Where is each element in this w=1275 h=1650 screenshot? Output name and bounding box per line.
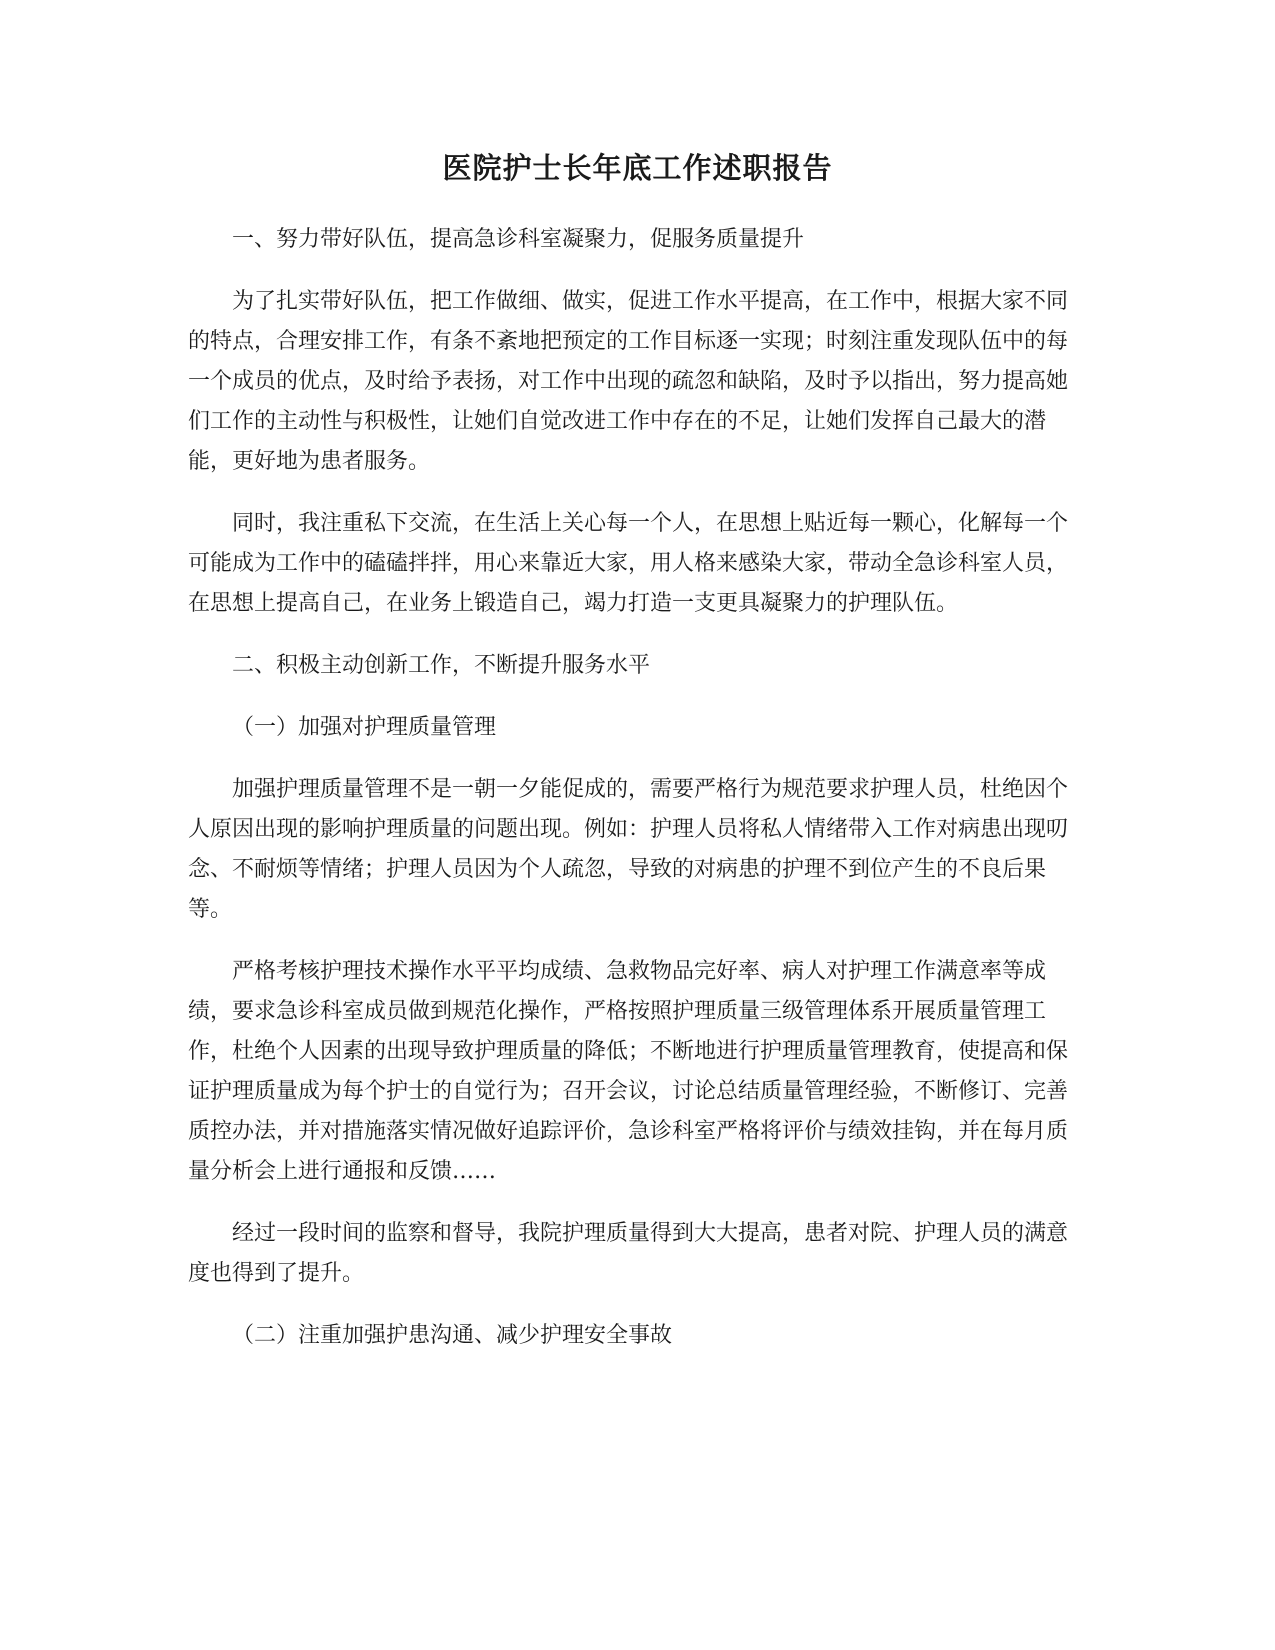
- paragraph-1: 为了扎实带好队伍，把工作做细、做实，促进工作水平提高，在工作中，根据大家不同的特点，合理安排工作，有条不紊地把预定的工作目标逐一实现；时刻注重发现队伍中的每一个成员的优点，及时给予表扬，对工作中出现的疏忽和缺陷，及时予以指出，努力提高她们工作的主动性与积极性，让她们自觉改进工作中存在的不足，让她们发挥自己最大的潜能，更好地为患者服务。: [188, 289, 1069, 474]
- paragraph-3: 加强护理质量管理不是一朝一夕能促成的，需要严格行为规范要求护理人员，杜绝因个人原因出现的影响护理质量的问题出现。例如：护理人员将私人情绪带入工作对病患出现叨念、不耐烦等情绪；护理人员因为个人疏忽，导致的对病患的护理不到位产生的不良后果等。: [188, 777, 1069, 922]
- paragraph-4: 严格考核护理技术操作水平平均成绩、急救物品完好率、病人对护理工作满意率等成绩，要求急诊科室成员做到规范化操作，严格按照护理质量三级管理体系开展质量管理工作，杜绝个人因素的出现导致护理质量的降低；不断地进行护理质量管理教育，使提高和保证护理质量成为每个护士的自觉行为；召开会议，讨论总结质量管理经验，不断修订、完善质控办法，并对措施落实情况做好追踪评价，急诊科室严格将评价与绩效挂钩，并在每月质量分析会上进行通报和反馈……: [188, 959, 1069, 1184]
- document-body: [188, 220, 1080, 1378]
- document-title: 医院护士长年底工作述职报告: [442, 151, 833, 185]
- paragraph-5: 经过一段时间的监察和督导，我院护理质量得到大大提高，患者对院、护理人员的满意度也得到了提升。: [188, 1221, 1069, 1286]
- section-heading-2: 二、积极主动创新工作，不断提升服务水平: [232, 653, 651, 678]
- subsection-heading-2: （二）注重加强护患沟通、减少护理安全事故: [232, 1323, 673, 1348]
- paragraph-2: 同时，我注重私下交流，在生活上关心每一个人，在思想上贴近每一颗心，化解每一个可能成为工作中的磕磕拌拌，用心来靠近大家，用人格来感染大家，带动全急诊科室人员，在思想上提高自己，在业务上锻造自己，竭力打造一支更具凝聚力的护理队伍。: [188, 511, 1069, 616]
- section-heading-1: 一、努力带好队伍，提高急诊科室凝聚力，促服务质量提升: [232, 227, 805, 252]
- subsection-heading-1: （一）加强对护理质量管理: [232, 715, 497, 740]
